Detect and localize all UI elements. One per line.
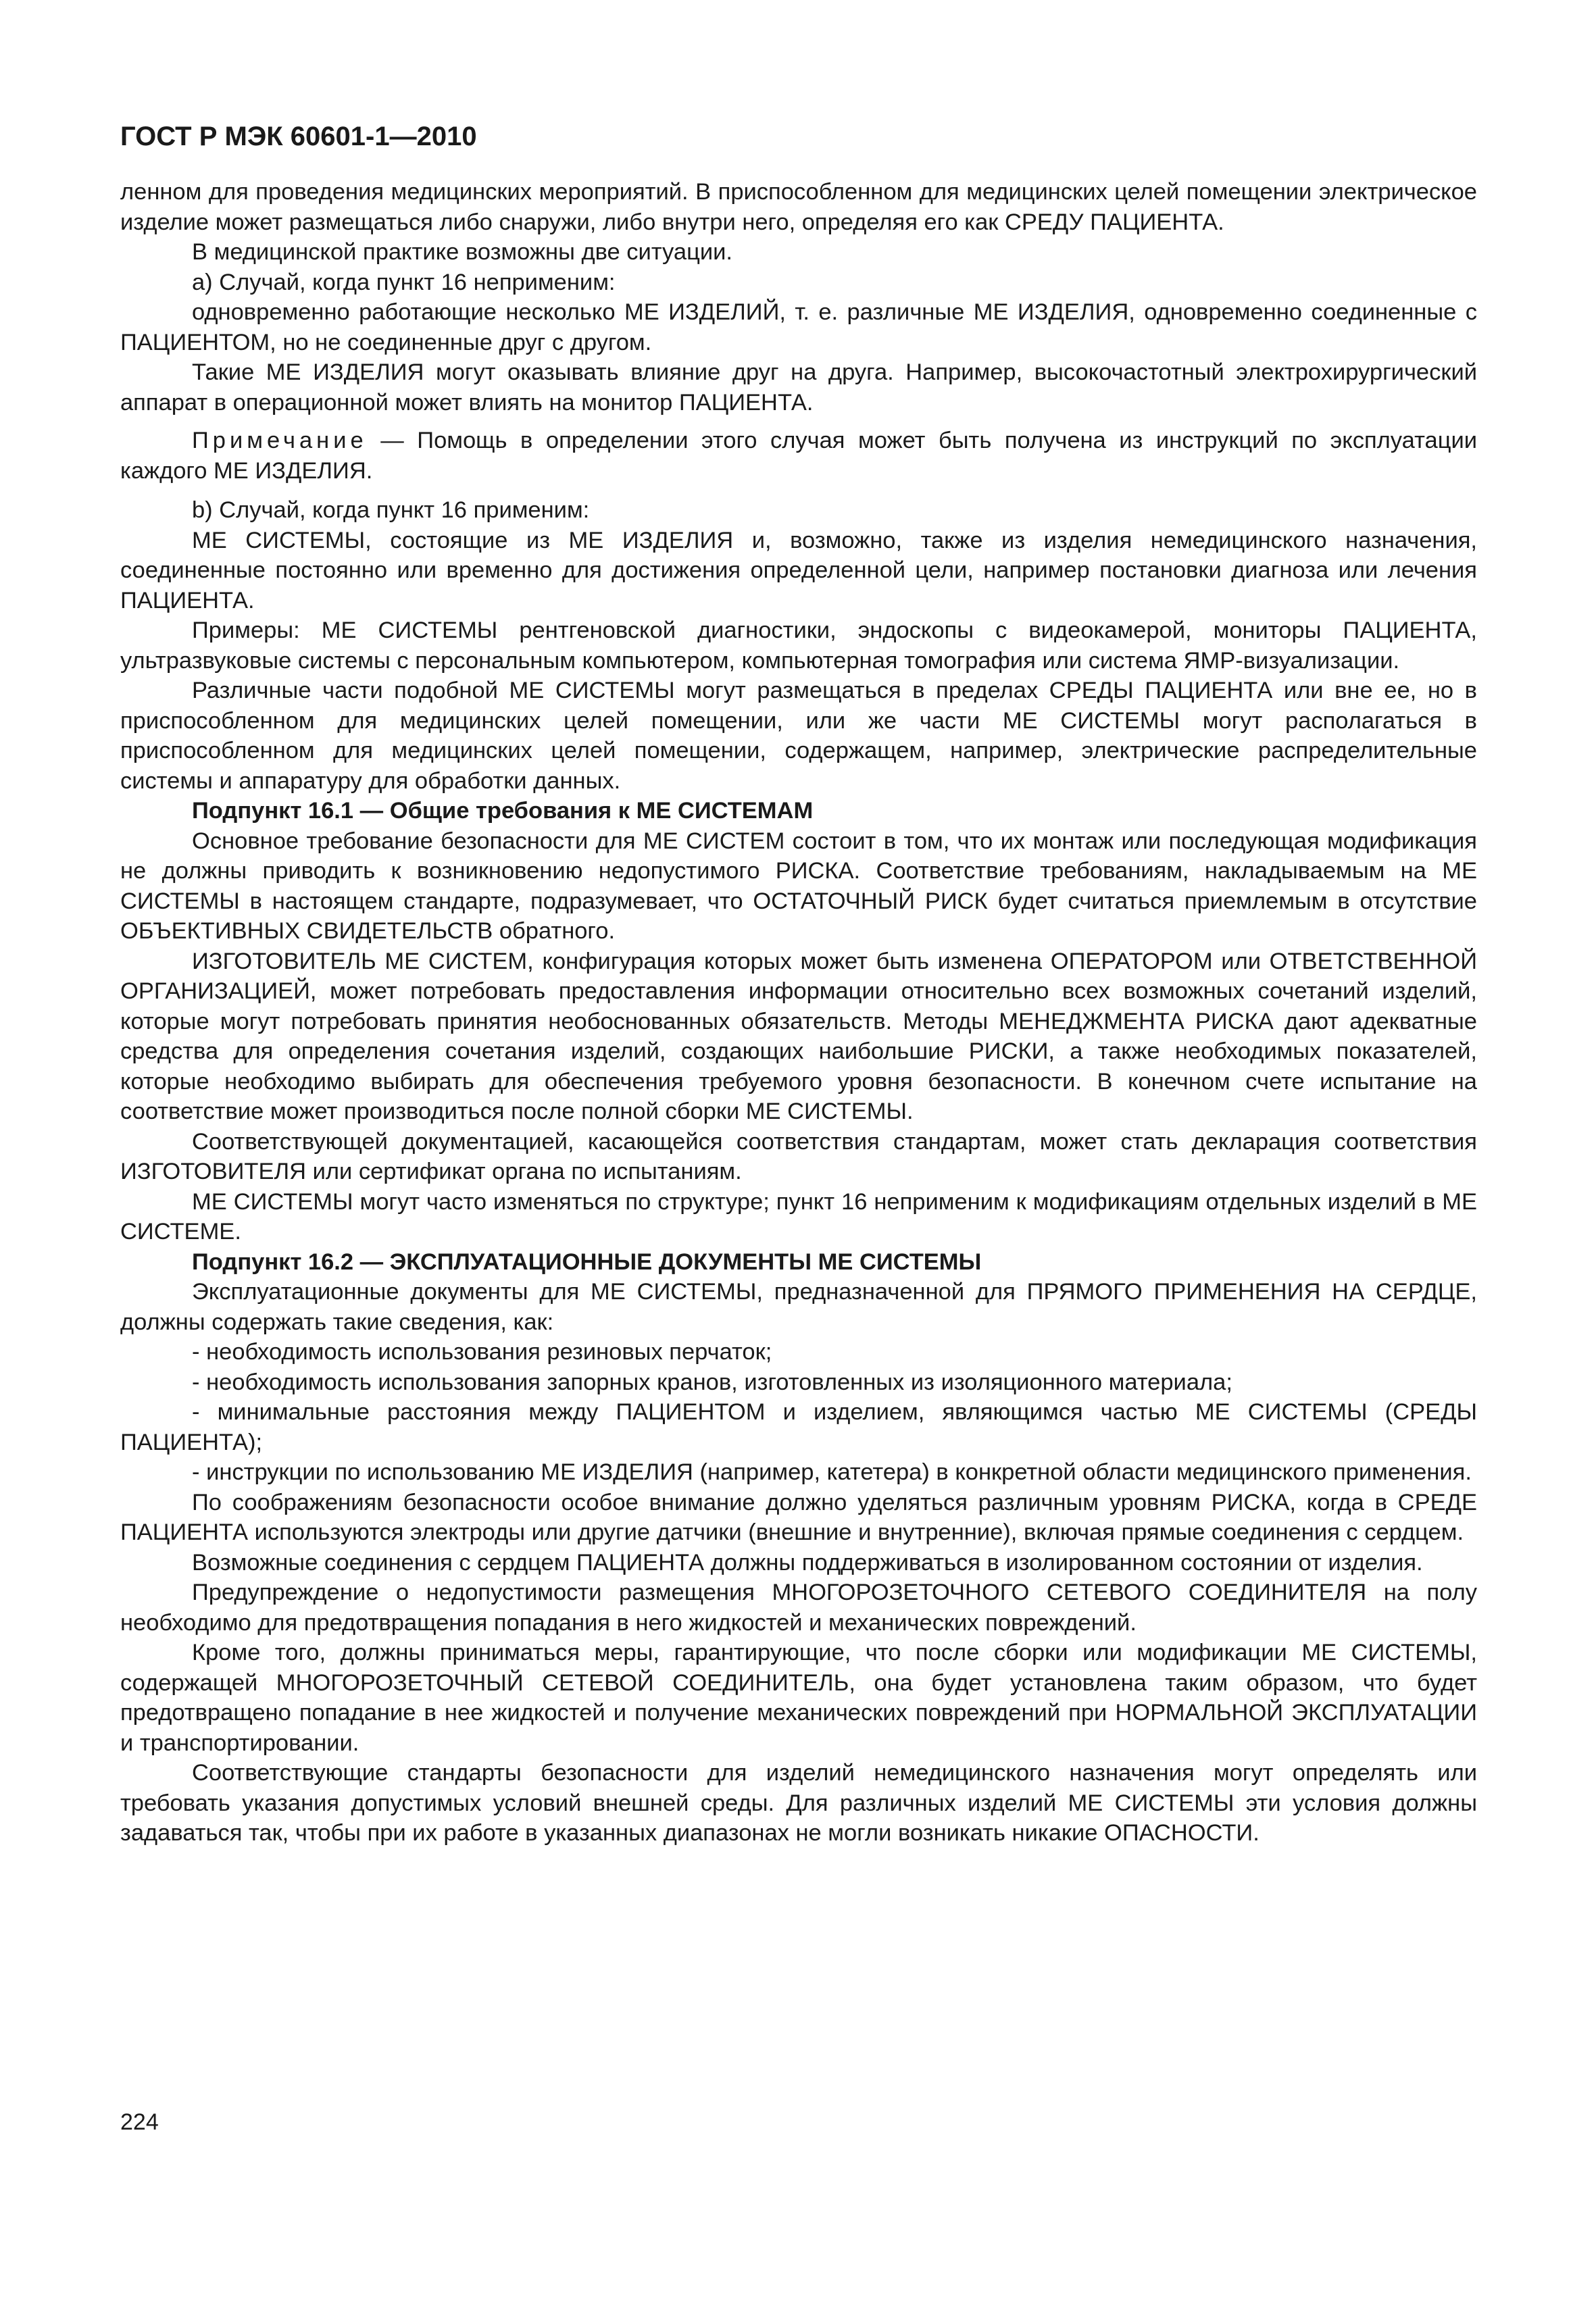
page-number: 224 (120, 2109, 159, 2135)
note-text: — Помощь в определении этого случая может быть получена из инструкций по эксплуатации каждого МЕ ИЗДЕЛИЯ. (120, 428, 1477, 484)
subsection-heading: Подпункт 16.1 — Общие требования к МЕ СИСТЕМАМ (192, 798, 814, 824)
paragraph: одновременно работающие несколько МЕ ИЗДЕЛИЙ, т. е. различные МЕ ИЗДЕЛИЯ, одновременно соединенные с ПАЦИЕНТОМ, но не соединенные друг с другом. (120, 299, 1477, 355)
paragraph: МЕ СИСТЕМЫ могут часто изменяться по структуре; пункт 16 неприменим к модификациям отдельных изделий в МЕ СИСТЕМЕ. (120, 1188, 1477, 1244)
paragraph: - необходимость использования резиновых перчаток; (192, 1339, 772, 1365)
paragraph: Различные части подобной МЕ СИСТЕМЫ могут размещаться в пределах СРЕДЫ ПАЦИЕНТА или вне ее, но в приспособленном для медицинских целей помещении, или же части МЕ СИСТЕМЫ могут располагаться в приспособленном для медицинских целей помещении, содержащем, например, электрические распределительные системы и аппаратуру для обработки данных. (120, 678, 1477, 794)
document-page (120, 120, 1477, 1848)
paragraph: - необходимость использования запорных кранов, изготовленных из изоляционного материала; (192, 1369, 1232, 1395)
paragraph: В медицинской практике возможны две ситуации. (192, 239, 732, 265)
subsection-heading: Подпункт 16.2 — ЭКСПЛУАТАЦИОННЫЕ ДОКУМЕНТЫ МЕ СИСТЕМЫ (192, 1249, 982, 1275)
note-paragraph (120, 426, 1477, 486)
paragraph: Кроме того, должны приниматься меры, гарантирующие, что после сборки или модификации МЕ СИСТЕМЫ, содержащей МНОГОРОЗЕТОЧНЫЙ СЕТЕВОЙ СОЕДИНИТЕЛЬ, она будет установлена таким образом, что будет предотвращено попадание в нее жидкостей и получение механических повреждений при НОРМАЛЬНОЙ ЭКСПЛУАТАЦИИ и транспортировании. (120, 1640, 1477, 1756)
note-label: Примечание (192, 428, 368, 453)
body-text (120, 177, 1477, 1848)
paragraph: - минимальные расстояния между ПАЦИЕНТОМ и изделием, являющимся частью МЕ СИСТЕМЫ (СРЕДЫ ПАЦИЕНТА); (120, 1399, 1477, 1455)
document-header: ГОСТ Р МЭК 60601-1—2010 (120, 122, 477, 151)
paragraph: Такие МЕ ИЗДЕЛИЯ могут оказывать влияние друг на друга. Например, высокочастотный электрохирургический аппарат в операционной может влиять на монитор ПАЦИЕНТА. (120, 359, 1477, 416)
paragraph: ИЗГОТОВИТЕЛЬ МЕ СИСТЕМ, конфигурация которых может быть изменена ОПЕРАТОРОМ или ОТВЕТСТВЕННОЙ ОРГАНИЗАЦИЕЙ, может потребовать предоставления информации относительно всех возможных сочетаний изделий, которые могут потребовать принятия необоснованных обязательств. Методы МЕНЕДЖМЕНТА РИСКА дают адекватные средства для определения сочетания изделий, создающих наибольшие РИСКИ, а также необходимых показателей, которые необходимо выбирать для обеспечения требуемого уровня безопасности. В конечном счете испытание на соответствие может производиться после полной сборки МЕ СИСТЕМЫ. (120, 948, 1477, 1124)
paragraph: Соответствующей документацией, касающейся соответствия стандартам, может стать декларация соответствия ИЗГОТОВИТЕЛЯ или сертификат органа по испытаниям. (120, 1128, 1477, 1184)
paragraph: Примеры: МЕ СИСТЕМЫ рентгеновской диагностики, эндоскопы с видеокамерой, мониторы ПАЦИЕНТА, ультразвуковые системы с персональным компьютером, компьютерная томография или система ЯМР-визуализации. (120, 618, 1477, 674)
paragraph: Соответствующие стандарты безопасности для изделий немедицинского назначения могут определять или требовать указания допустимых условий внешней среды. Для различных изделий МЕ СИСТЕМЫ эти условия должны задаваться так, чтобы при их работе в указанных диапазонах не могли возникать никакие ОПАСНОСТИ. (120, 1760, 1477, 1846)
paragraph: а) Случай, когда пункт 16 неприменим: (192, 269, 616, 295)
paragraph: По соображениям безопасности особое внимание должно уделяться различным уровням РИСКА, когда в СРЕДЕ ПАЦИЕНТА используются электроды или другие датчики (внешние и внутренние), включая прямые соединения с сердцем. (120, 1489, 1477, 1545)
paragraph: МЕ СИСТЕМЫ, состоящие из МЕ ИЗДЕЛИЯ и, возможно, также из изделия немедицинского назначения, соединенные постоянно или временно для достижения определенной цели, например постановки диагноза или лечения ПАЦИЕНТА. (120, 527, 1477, 613)
paragraph: - инструкции по использованию МЕ ИЗДЕЛИЯ (например, катетера) в конкретной области медицинского применения. (192, 1459, 1472, 1485)
paragraph: Возможные соединения с сердцем ПАЦИЕНТА должны поддерживаться в изолированном состоянии от изделия. (192, 1549, 1423, 1576)
paragraph: Основное требование безопасности для МЕ СИСТЕМ состоит в том, что их монтаж или последующая модификация не должны приводить к возникновению недопустимого РИСКА. Соответствие требованиям, накладываемым на МЕ СИСТЕМЫ в настоящем стандарте, подразумевает, что ОСТАТОЧНЫЙ РИСК будет считаться приемлемым в отсутствие ОБЪЕКТИВНЫХ СВИДЕТЕЛЬСТВ обратного. (120, 828, 1477, 944)
paragraph: ленном для проведения медицинских мероприятий. В приспособленном для медицинских целей помещении электрическое изделие может размещаться либо снаружи, либо внутри него, определяя его как СРЕДУ ПАЦИЕНТА. (120, 179, 1477, 235)
paragraph: Эксплуатационные документы для МЕ СИСТЕМЫ, предназначенной для ПРЯМОГО ПРИМЕНЕНИЯ НА СЕРДЦЕ, должны содержать такие сведения, как: (120, 1279, 1477, 1335)
paragraph: b) Случай, когда пункт 16 применим: (192, 497, 590, 523)
paragraph: Предупреждение о недопустимости размещения МНОГОРОЗЕТОЧНОГО СЕТЕВОГО СОЕДИНИТЕЛЯ на полу необходимо для предотвращения попадания в него жидкостей и механических повреждений. (120, 1580, 1477, 1636)
